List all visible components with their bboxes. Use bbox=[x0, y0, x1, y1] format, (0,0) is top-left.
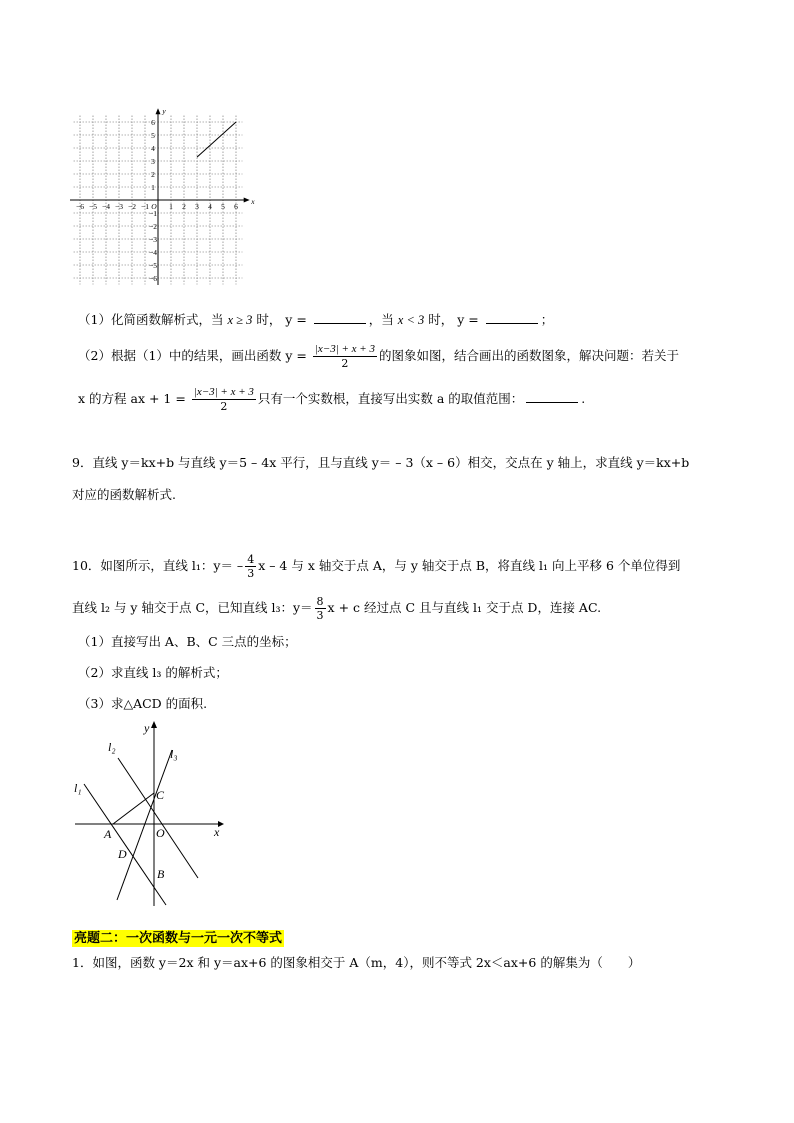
q8-part2-c: x 的方程 ax + 1 = bbox=[78, 391, 190, 406]
section-title: 亮题二：一次函数与一元一次不等式 bbox=[74, 931, 283, 946]
lines-figure bbox=[70, 718, 230, 908]
answer-blank-1 bbox=[314, 311, 366, 324]
q9-line2: 对应的函数解析式. bbox=[72, 487, 176, 502]
label-l2: l₂ bbox=[108, 740, 116, 754]
x-tick-label: 1 bbox=[169, 202, 173, 211]
y-tick-label: −4 bbox=[149, 248, 157, 257]
section-heading bbox=[72, 927, 284, 946]
x-tick-label: −4 bbox=[102, 202, 110, 211]
label-l3: l₃ bbox=[170, 747, 178, 761]
q8-part2-line2 bbox=[78, 386, 585, 413]
x-tick-label: 3 bbox=[195, 202, 199, 211]
label-C: C bbox=[156, 788, 165, 802]
label-y: y bbox=[144, 721, 150, 735]
fraction: $\frac{|x-3| + x + 3}{2}$ bbox=[314, 343, 375, 370]
fraction: $\frac{4}{3}$ bbox=[247, 553, 255, 580]
answer-blank-2 bbox=[486, 311, 538, 324]
x-tick-label: −2 bbox=[128, 202, 136, 211]
label-l1: l₁ bbox=[74, 781, 82, 795]
x-tick-label: 4 bbox=[208, 202, 212, 211]
q8-part1-b: 时， y = bbox=[252, 312, 311, 327]
q8-part2-line1 bbox=[78, 343, 679, 370]
tick-labels bbox=[76, 106, 255, 283]
q8-part1-a: （1）化简函数解析式，当 bbox=[78, 312, 228, 327]
q8-cond2: x < 3 bbox=[397, 313, 425, 327]
x-tick-label: −6 bbox=[76, 202, 84, 211]
q10-sub3: （3）求△ACD 的面积. bbox=[78, 696, 208, 711]
x-axis-label: x bbox=[251, 197, 255, 206]
y-tick-label: −2 bbox=[149, 222, 157, 231]
q10-sub1: （1）直接写出 A、B、C 三点的坐标； bbox=[78, 634, 297, 649]
label-D: D bbox=[118, 847, 127, 861]
y-axis-arrow bbox=[156, 108, 161, 114]
y-tick-label: 4 bbox=[151, 144, 155, 153]
fraction: $\frac{8}{3}$ bbox=[316, 595, 324, 622]
coordinate-grid-figure bbox=[70, 100, 260, 285]
y-axis-label: y bbox=[162, 106, 166, 116]
x-tick-label: 6 bbox=[234, 202, 238, 211]
line-l2 bbox=[118, 758, 198, 878]
q8-part2-a: （2）根据（1）中的结果，画出函数 y = bbox=[78, 348, 311, 363]
y-tick-label: 6 bbox=[151, 118, 155, 127]
q9-line1: 9．直线 y＝kx+b 与直线 y＝5 – 4x 平行，且与直线 y＝ – 3（x – 6）相交，交点在 y 轴上，求直线 y＝kx+b bbox=[72, 455, 690, 470]
label-O: O bbox=[156, 826, 165, 840]
x-tick-label: −5 bbox=[89, 202, 97, 211]
x-tick-label: 2 bbox=[182, 202, 186, 211]
y-tick-label: 1 bbox=[151, 183, 155, 192]
q8-part1 bbox=[78, 311, 553, 329]
label-A: A bbox=[104, 827, 112, 841]
x-tick-label: −3 bbox=[115, 202, 123, 211]
segment-ac bbox=[113, 793, 154, 824]
x-tick-label: −1 bbox=[141, 202, 149, 211]
origin-label: O bbox=[151, 202, 157, 211]
y-tick-label: 5 bbox=[151, 131, 155, 140]
answer-blank-3 bbox=[526, 390, 578, 403]
q8-part2-b: 的图象如图，结合画出的函数图象，解决问题：若关于 bbox=[378, 348, 679, 363]
q10-intro: 10．如图所示，直线 l₁：y＝ – $\frac{4}{3}$ x – 4 与 x 轴交于点 A，与 y 轴交于点 B，将直线 l₁ 向上平移 6 个单位得到 bbox=[72, 553, 681, 580]
q8-part2-d: 只有一个实数根，直接写出实数 a 的取值范围： bbox=[257, 391, 524, 406]
q10-line2: 直线 l₂ 与 y 轴交于点 C，已知直线 l₃：y＝ $\frac{8}{3}$ x + c 经过点 C 且与直线 l₁ 交于点 D，连接 AC. bbox=[72, 595, 602, 622]
q8-cond1: x ≥ 3 bbox=[227, 313, 253, 327]
y-axis-arrow bbox=[151, 721, 157, 728]
label-x: x bbox=[214, 825, 220, 839]
label-B: B bbox=[157, 867, 165, 881]
q8-part1-d: 时， y = bbox=[424, 312, 483, 327]
function-segment bbox=[197, 122, 236, 157]
y-tick-label: −3 bbox=[149, 235, 157, 244]
y-tick-label: 2 bbox=[151, 170, 155, 179]
q10-sub2: （2）求直线 l₃ 的解析式； bbox=[78, 665, 228, 680]
y-tick-label: −1 bbox=[149, 209, 157, 218]
y-tick-label: −5 bbox=[149, 261, 157, 270]
y-tick-label: 3 bbox=[151, 157, 155, 166]
fraction: $\frac{|x-3| + x + 3}{2}$ bbox=[193, 386, 254, 413]
q8-part1-c: ，当 bbox=[368, 312, 398, 327]
q8-part2-e: . bbox=[581, 391, 586, 406]
x-axis-arrow bbox=[244, 198, 250, 203]
y-tick-label: −6 bbox=[149, 274, 157, 283]
q8-part1-e: ； bbox=[540, 312, 554, 327]
x-tick-label: 5 bbox=[221, 202, 225, 211]
section-q1: 1．如图，函数 y＝2x 和 y＝ax+6 的图象相交于 A（m，4），则不等式 2x＜ax+6 的解集为（ ） bbox=[72, 955, 641, 970]
